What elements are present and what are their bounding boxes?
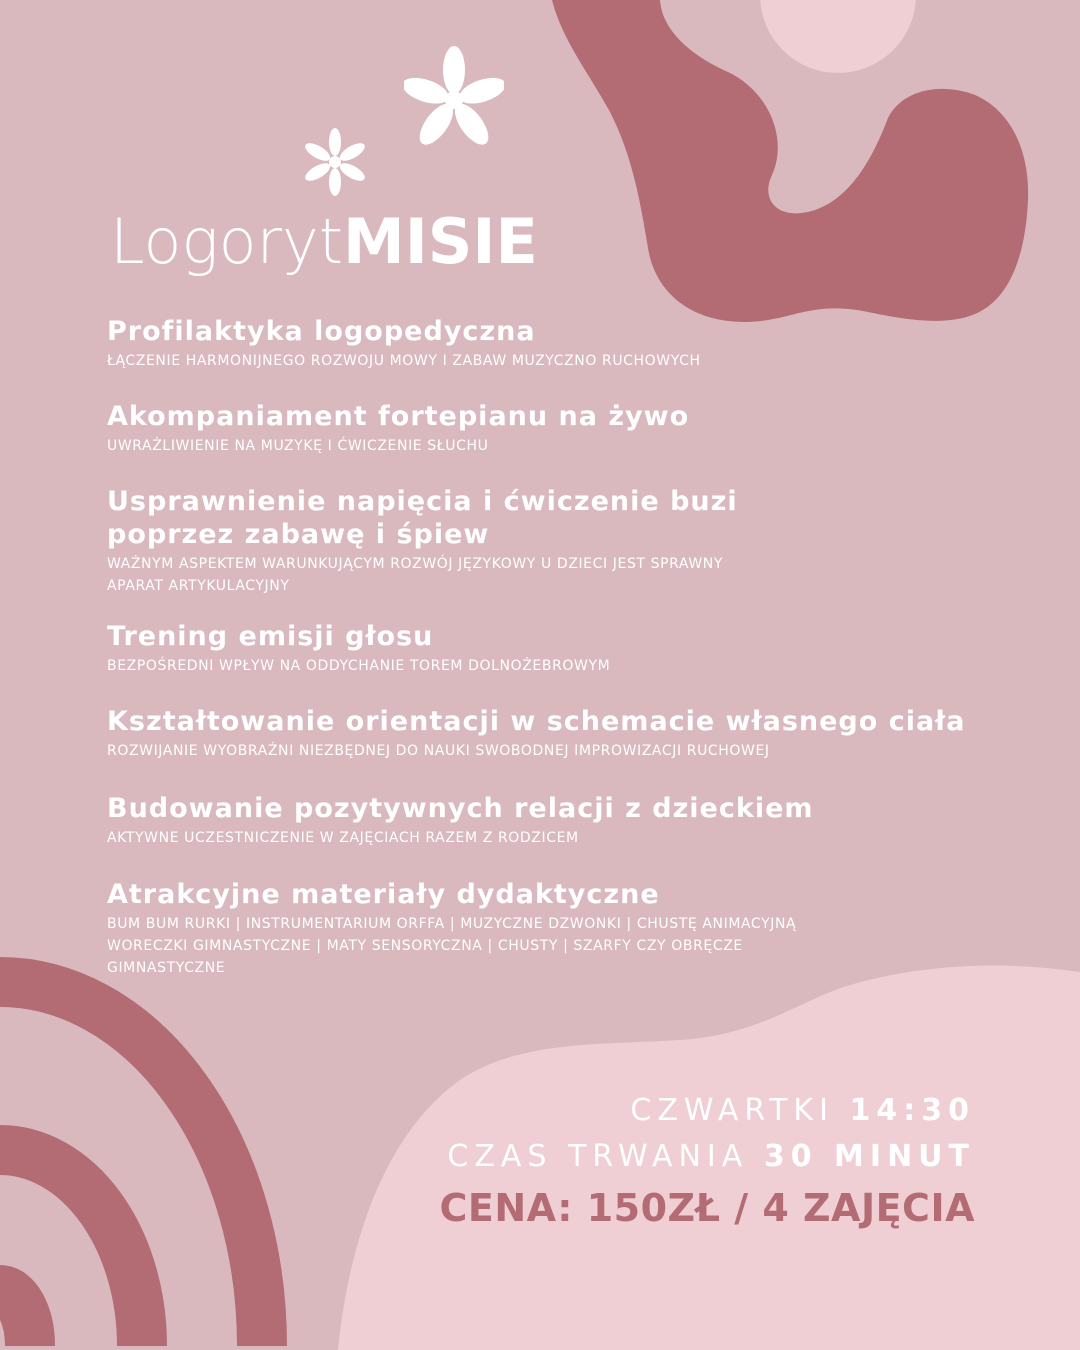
feature-title: Budowanie pozytywnych relacji z dzieckiem — [107, 793, 814, 824]
feature-title: Profilaktyka logopedyczna — [107, 316, 536, 347]
feature-subtitle: BUM BUM RURKI | INSTRUMENTARIUM ORFFA | MUZYCZNE DZWONKI | CHUSTĘ ANIMACYJNĄ WORECZKI GIMNASTYCZNE | MATY SENSORYCZNA | CHUSTY | SZARFY CZY OBRĘCZE GIMNASTYCZNE — [107, 916, 797, 976]
feature-item — [107, 620, 1007, 677]
feature-subtitle: ROZWIJANIE WYOBRAŹNI NIEZBĘDNEJ DO NAUKI SWOBODNEJ IMPROWIZACJI RUCHOWEJ — [107, 743, 770, 759]
feature-item — [107, 792, 1007, 849]
feature-item — [107, 315, 1007, 372]
duration-label: CZAS TRWANIA — [447, 1139, 749, 1174]
feature-title: Atrakcyjne materiały dydaktyczne — [107, 879, 660, 910]
feature-item — [107, 878, 1007, 979]
feature-item — [107, 400, 1007, 457]
feature-title: Akompaniament fortepianu na żywo — [107, 401, 690, 432]
asterisk-small-icon — [302, 128, 368, 196]
feature-subtitle: AKTYWNE UCZESTNICZENIE W ZAJĘCIACH RAZEM Z RODZICEM — [107, 830, 579, 846]
feature-item — [107, 705, 1007, 762]
feature-subtitle: BEZPOŚREDNI WPŁYW NA ODDYCHANIE TOREM DOLNOŻEBROWYM — [107, 658, 611, 674]
asterisk-flower-icon — [404, 46, 504, 154]
price-text: CENA: 150ZŁ / 4 ZAJĘCIA — [439, 1186, 975, 1230]
logo-title — [110, 205, 538, 278]
duration-value: 30 MINUT — [763, 1139, 975, 1174]
feature-title: Usprawnienie napięcia i ćwiczenie buzi poprzez zabawę i śpiew — [107, 486, 738, 550]
feature-subtitle: UWRAŻLIWIENIE NA MUZYKĘ I ĆWICZENIE SŁUCHU — [107, 438, 489, 454]
feature-subtitle: WAŻNYM ASPEKTEM WARUNKUJĄCYM ROZWÓJ JĘZYKOWY U DZIECI JEST SPRAWNY APARAT ARTYKULACYJNY — [107, 556, 723, 594]
feature-title: Trening emisji głosu — [107, 621, 434, 652]
feature-subtitle: ŁĄCZENIE HARMONIJNEGO ROZWOJU MOWY I ZABAW MUZYCZNO RUCHOWYCH — [107, 353, 701, 369]
arcs-decoration — [0, 982, 262, 1346]
feature-title: Kształtowanie orientacji w schemacie własnego ciała — [107, 706, 966, 737]
logo-title-bold: MISIE — [343, 205, 538, 278]
schedule-duration — [447, 1139, 975, 1174]
schedule-time: 14:30 — [849, 1093, 975, 1128]
schedule-day-label: CZWARTKI — [630, 1093, 834, 1128]
feature-item — [107, 485, 1007, 597]
light-circle-decoration — [760, 0, 916, 73]
price — [440, 1186, 975, 1230]
schedule-day — [630, 1093, 975, 1128]
logo-title-light: Logoryt — [110, 205, 344, 278]
